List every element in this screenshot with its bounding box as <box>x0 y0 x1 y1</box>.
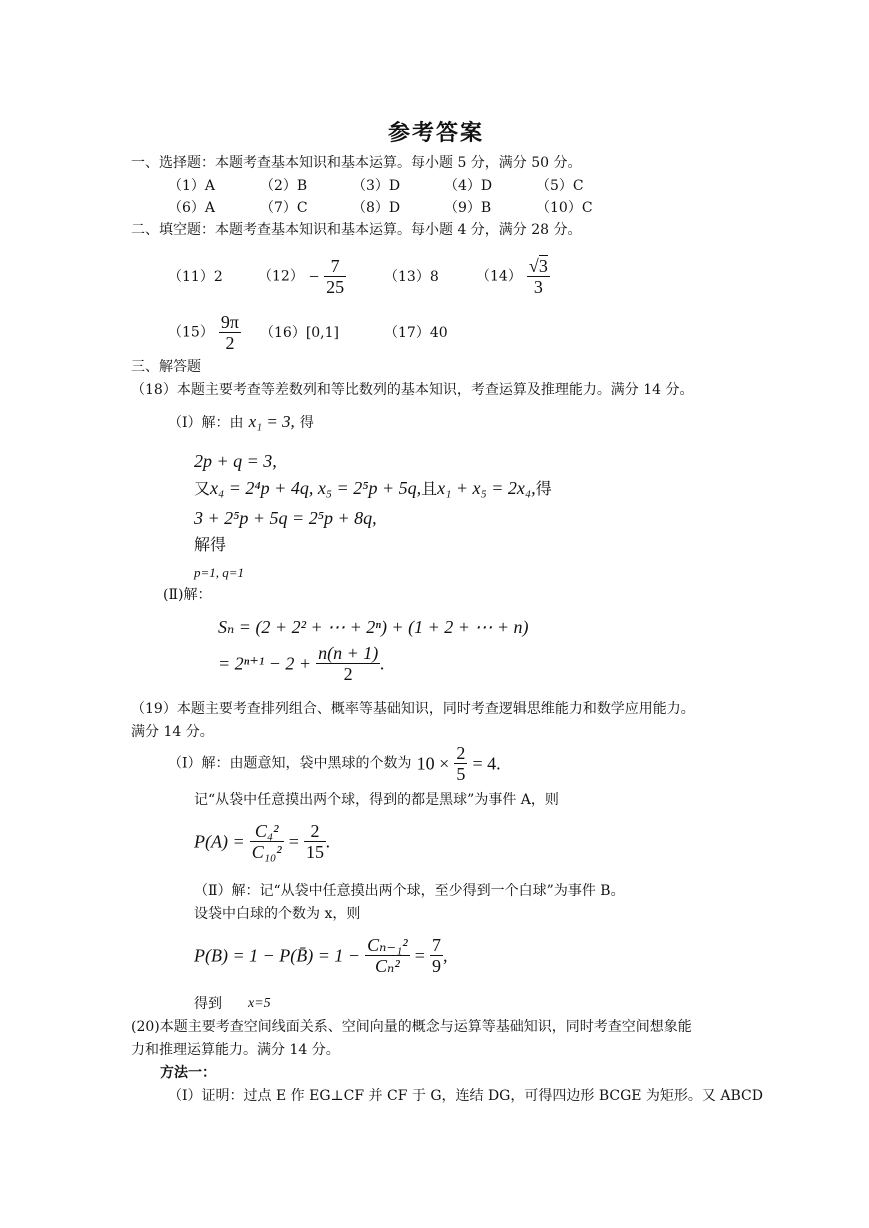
choice-answer: （5）C <box>536 178 584 194</box>
numerator: 2 <box>304 821 326 842</box>
denominator: 15 <box>305 842 324 862</box>
fill-answer <box>258 256 346 297</box>
solution-text: 得 <box>299 415 314 431</box>
denominator: 9 <box>431 956 441 976</box>
fraction <box>527 256 550 297</box>
answer-label: （12） <box>258 268 304 285</box>
section-heading: 二、填空题：本题考查基本知识和基本运算。每小题 4 分，满分 28 分。 <box>131 222 582 238</box>
numerator: 7 <box>324 256 346 277</box>
equals-sign: = <box>288 831 299 852</box>
equation: x₄ = 2⁴p + 4q, x₅ = 2⁵p + 5q, <box>210 478 422 498</box>
denominator: C₁₀² <box>251 842 282 862</box>
math-expression: 10 × <box>416 753 450 774</box>
answer-label: （14） <box>476 268 522 285</box>
fraction <box>430 935 443 976</box>
solution-line <box>168 743 501 784</box>
sqrt-icon: √ <box>528 256 539 276</box>
fraction <box>324 256 346 297</box>
equation: 3 + 2⁵p + 5q = 2⁵p + 8q, <box>194 508 377 528</box>
fill-answer: （11）2 <box>168 269 223 285</box>
equation: Sₙ = (2 + 2² + ⋯ + 2ⁿ) + (1 + 2 + ⋯ + n) <box>218 617 529 637</box>
question-description: (20)本题主要考查空间线面关系、空间向量的概念与运算等基础知识，同时考查空间想象能 <box>131 1019 692 1035</box>
fill-answer <box>168 312 241 353</box>
solution-result: p=1, q=1 <box>194 565 245 580</box>
numerator: n(n + 1) <box>318 643 379 663</box>
solution-text: 设袋中白球的个数为 x，则 <box>194 906 361 922</box>
question-description: 满分 14 分。 <box>131 724 214 740</box>
solution-label: （Ⅰ）解：由 <box>168 415 244 431</box>
numerator: 9π <box>220 312 240 332</box>
choice-answer: （1）A <box>168 178 216 194</box>
period: . <box>380 653 385 674</box>
solution-label: （Ⅱ）解：记“从袋中任意摸出两个球，至少得到一个白球”为事件 B。 <box>194 883 625 899</box>
solution-text: 得到 <box>194 996 222 1012</box>
section-heading: 一、选择题：本题考查基本知识和基本运算。每小题 5 分，满分 50 分。 <box>131 155 582 171</box>
denominator: 2 <box>343 664 353 684</box>
solution-label: (Ⅱ)解： <box>163 587 212 603</box>
numerator <box>527 256 550 277</box>
comma: , <box>442 945 448 966</box>
fraction <box>250 821 284 862</box>
equation-line <box>218 643 385 684</box>
equation-line <box>194 477 552 499</box>
question-description: （18）本题主要考查等差数列和等比数列的基本知识，考查运算及推理能力。满分 14 分。 <box>131 382 694 398</box>
solution-result: x=5 <box>248 996 271 1011</box>
numerator: Cₙ₋₁² <box>367 935 408 955</box>
equation: x₁ + x₅ = 2x₄, <box>437 478 536 498</box>
page-title: 参考答案 <box>388 120 485 146</box>
fraction <box>304 821 326 862</box>
choice-answer: （8）D <box>352 200 401 216</box>
fill-answer: （13）8 <box>384 269 439 285</box>
denominator: 3 <box>533 277 543 297</box>
choice-answer: （3）D <box>352 178 401 194</box>
solution-text: 解得 <box>194 535 227 554</box>
text-de: 得 <box>535 479 552 498</box>
numerator: C₄² <box>250 821 284 842</box>
choice-answer: （10）C <box>536 200 593 216</box>
question-description: （19）本题主要考查排列组合、概率等基础知识，同时考查逻辑思维能力和数学应用能力。 <box>131 701 695 717</box>
equation-line <box>194 821 330 862</box>
fraction <box>454 743 467 784</box>
solution-label: （Ⅰ）解：由题意知，袋中黑球的个数为 <box>168 755 412 772</box>
fraction <box>219 312 241 353</box>
choice-answer: （9）B <box>444 200 492 216</box>
method-heading: 方法一： <box>160 1065 216 1081</box>
equation: P(A) = <box>194 831 245 852</box>
equation: 2p + q = 3, <box>194 451 277 471</box>
solution-line <box>168 411 314 433</box>
choice-answer: （4）D <box>444 178 493 194</box>
fill-answer: （17）40 <box>384 325 448 341</box>
denominator: 5 <box>456 764 466 784</box>
text-you: 又 <box>194 479 211 498</box>
section-heading: 三、解答题 <box>131 359 201 375</box>
math-expression: = 4. <box>472 753 501 774</box>
period: . <box>325 831 331 852</box>
math-expression: x₁ = 3, <box>248 412 295 431</box>
equation: = 2ⁿ⁺¹ − 2 + <box>218 653 312 674</box>
equals-sign: = <box>414 945 425 966</box>
event-definition: 记“从袋中任意摸出两个球，得到的都是黑球”为事件 A，则 <box>194 792 559 808</box>
numerator: 2 <box>456 743 466 763</box>
equation: P(B) = 1 − P(B̄) = 1 − <box>194 945 361 966</box>
denominator: Cₙ² <box>375 956 400 976</box>
solution-text: （Ⅰ）证明：过点 E 作 EG⊥CF 并 CF 于 G，连结 DG，可得四边形 BCGE 为矩形。又 ABCD <box>168 1088 763 1104</box>
fraction <box>365 935 409 976</box>
equation-line <box>194 935 447 976</box>
fill-answer: （16）[0,1] <box>260 325 340 341</box>
choice-answer: （7）C <box>260 200 308 216</box>
fraction <box>316 643 380 684</box>
text-qie: 且 <box>421 479 438 498</box>
numerator: 7 <box>431 935 441 955</box>
denominator: 2 <box>225 333 235 353</box>
choice-answer: （6）A <box>168 200 216 216</box>
answer-label: （15） <box>168 324 214 341</box>
radicand: 3 <box>538 256 548 276</box>
denominator: 25 <box>326 277 345 297</box>
fill-answer <box>476 256 550 297</box>
minus-sign: − <box>308 266 320 287</box>
choice-answer: （2）B <box>260 178 308 194</box>
question-description: 力和推理运算能力。满分 14 分。 <box>131 1042 340 1058</box>
